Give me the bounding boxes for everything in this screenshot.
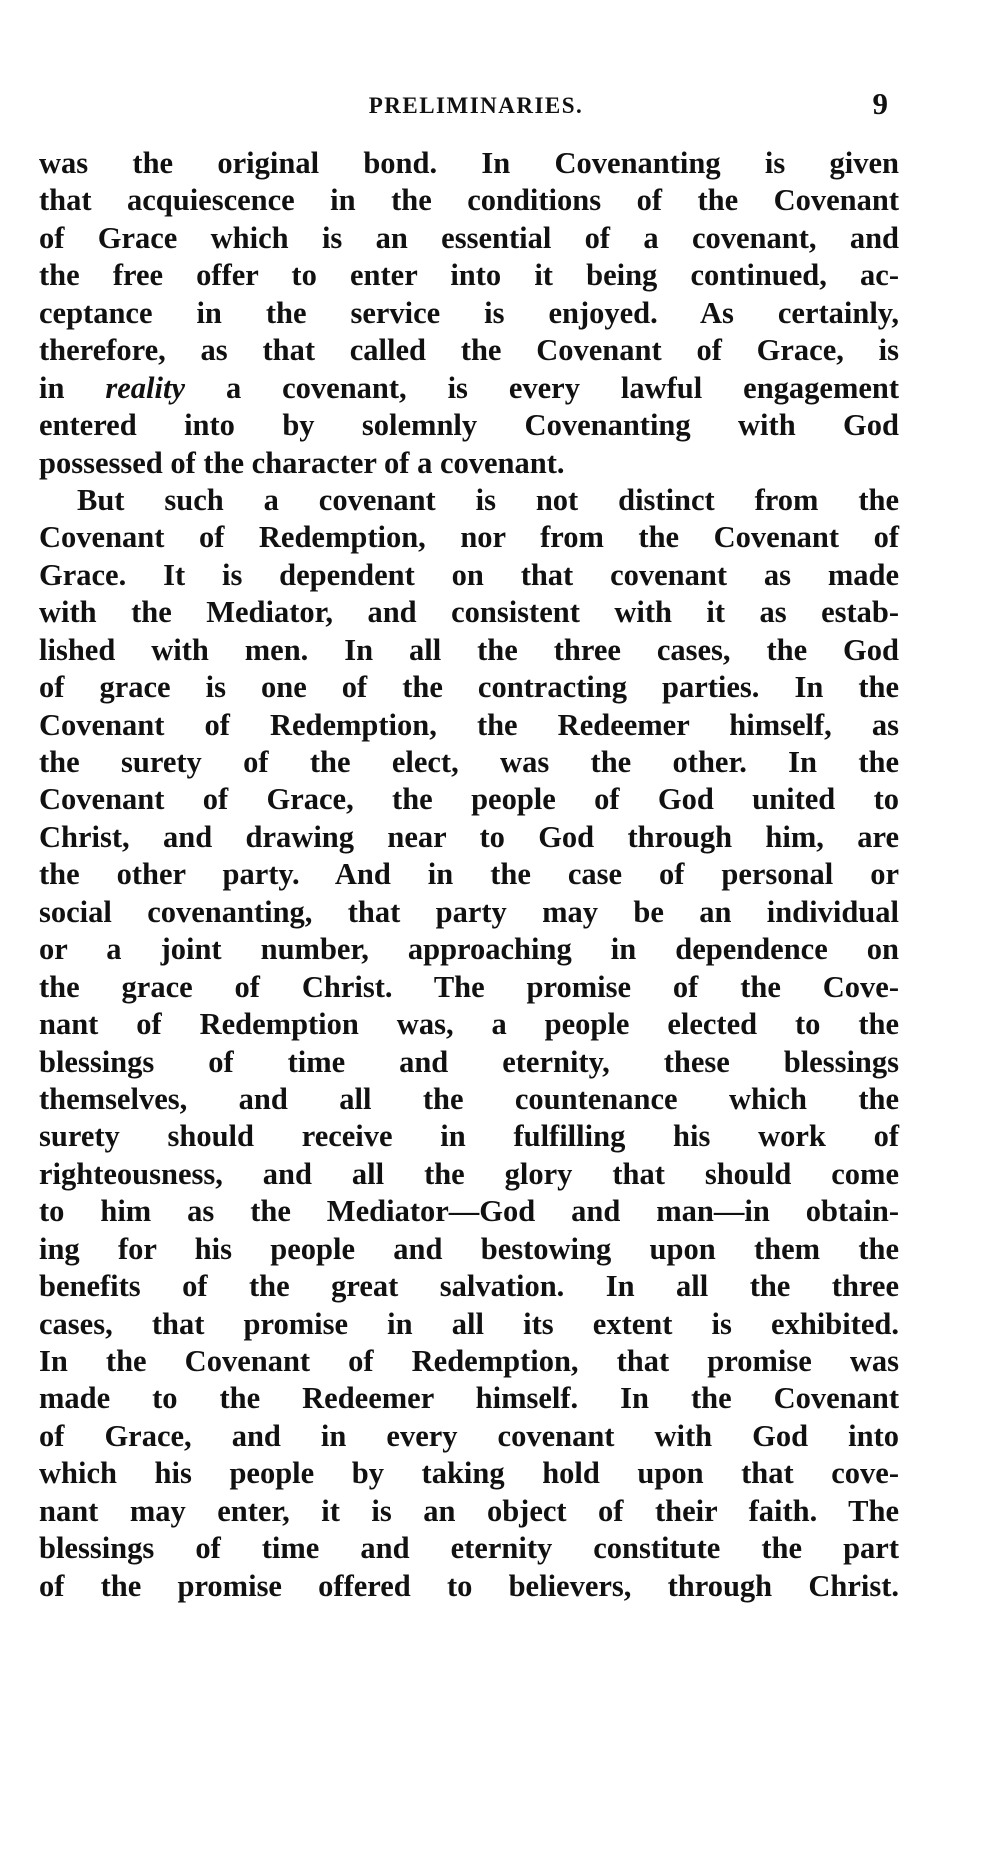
- text-line-39: of the promise offered to believers, through Christ.: [39, 1568, 899, 1603]
- text-line-22: or a joint number, approaching in dependence on: [39, 932, 899, 967]
- running-head: [40, 88, 896, 124]
- text-line-14: lished with men. In all the three cases, the God: [39, 632, 899, 667]
- text-line-36: which his people by taking hold upon that cove-: [39, 1456, 899, 1491]
- text-line-35: of Grace, and in every covenant with God into: [39, 1418, 899, 1453]
- text-line-7-prefix: in: [39, 370, 65, 405]
- text-line-38: blessings of time and eternity constitute the part: [39, 1531, 899, 1566]
- text-line-31: benefits of the great salvation. In all the three: [39, 1269, 899, 1304]
- text-line-25: blessings of time and eternity, these blessings: [39, 1044, 899, 1079]
- text-line-4: the free offer to enter into it being continued, ac-: [39, 258, 899, 293]
- text-line-33: In the Covenant of Redemption, that promise was: [39, 1344, 899, 1378]
- text-line-11: Covenant of Redemption, nor from the Covenant of: [39, 520, 899, 555]
- text-line-7-rest: a covenant, is every lawful engagement: [225, 370, 900, 405]
- text-line-19: Christ, and drawing near to God through him, are: [39, 819, 899, 854]
- text-line-13: with the Mediator, and consistent with it as estab-: [39, 595, 899, 630]
- italic-word-reality: reality: [105, 370, 185, 405]
- text-line-21: social covenanting, that party may be an individual: [39, 894, 899, 929]
- text-line-12: Grace. It is dependent on that covenant as made: [39, 557, 899, 592]
- text-line-16: Covenant of Redemption, the Redeemer himself, as: [39, 707, 899, 742]
- running-title: PRELIMINARIES.: [368, 93, 584, 118]
- text-line-10: But such a covenant is not distinct from the: [77, 482, 899, 517]
- text-line-37: nant may enter, it is an object of their faith. The: [39, 1493, 899, 1528]
- text-line-5: ceptance in the service is enjoyed. As certainly,: [39, 295, 899, 330]
- text-line-7: [39, 370, 899, 407]
- text-line-30: ing for his people and bestowing upon them the: [39, 1231, 899, 1266]
- body-text: [39, 145, 899, 1605]
- text-line-27: surety should receive in fulfilling his work of: [39, 1119, 899, 1154]
- text-line-24: nant of Redemption was, a people elected to the: [39, 1007, 899, 1042]
- text-line-6: therefore, as that called the Covenant of Grace, is: [39, 333, 899, 368]
- text-line-3: of Grace which is an essential of a covenant, and: [39, 220, 899, 255]
- text-line-28: righteousness, and all the glory that should come: [39, 1156, 899, 1191]
- text-line-26: themselves, and all the countenance which the: [39, 1081, 899, 1116]
- text-line-20: the other party. And in the case of personal or: [39, 857, 899, 892]
- text-line-18: Covenant of Grace, the people of God united to: [39, 782, 899, 817]
- text-line-23: the grace of Christ. The promise of the Cove-: [39, 969, 899, 1004]
- text-line-29: to him as the Mediator—God and man—in obtain-: [39, 1194, 899, 1229]
- text-line-9: possessed of the character of a covenant.: [39, 445, 565, 480]
- text-line-34: made to the Redeemer himself. In the Covenant: [39, 1381, 899, 1416]
- text-line-17: the surety of the elect, was the other. In the: [39, 745, 899, 779]
- page-number: 9: [872, 86, 888, 121]
- text-line-15: of grace is one of the contracting parties. In the: [39, 670, 899, 705]
- text-line-2: that acquiescence in the conditions of the Covenant: [39, 183, 899, 218]
- text-line-8: entered into by solemnly Covenanting with God: [39, 408, 899, 443]
- text-line-32: cases, that promise in all its extent is exhibited.: [39, 1306, 899, 1341]
- text-line-1: was the original bond. In Covenanting is given: [39, 146, 899, 180]
